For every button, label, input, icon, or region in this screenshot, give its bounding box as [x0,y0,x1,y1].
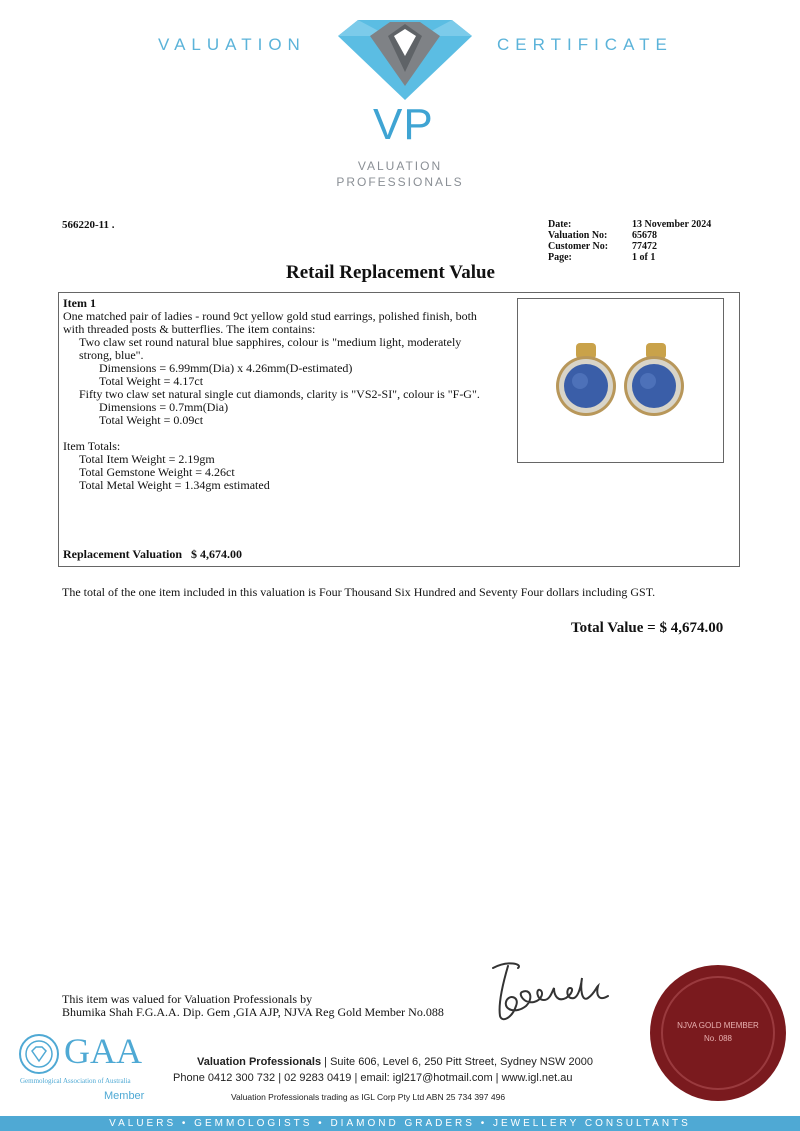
total-item-weight: Total Item Weight = 2.19gm [79,452,215,466]
item-box [58,292,740,567]
header-certificate-word: CERTIFICATE [497,35,673,54]
date-label: Date: [548,219,572,230]
gaa-emblem-icon [18,1033,60,1075]
footer-address: | Suite 606, Level 6, 250 Pitt Street, Sydney NSW 2000 [324,1056,594,1068]
sapphire-line2: strong, blue". [79,348,144,362]
sapphire-dimensions: Dimensions = 6.99mm(Dia) x 4.26mm(D-estimated) [99,361,353,375]
seal-line2: No. 088 [703,1034,733,1043]
page-title: Retail Replacement Value [286,262,495,283]
valuation-no-label: Valuation No: [548,230,608,241]
logo-sub-line2: PROFESSIONALS [336,175,464,189]
valuer-line1: This item was valued for Valuation Professionals by [62,992,313,1006]
logo-vp-letters: VP [373,100,434,149]
customer-no-label: Customer No: [548,241,609,252]
footer-address-line [197,1056,593,1068]
total-value: Total Value = $ 4,674.00 [571,620,724,636]
item-description [63,297,533,492]
item-totals-heading: Item Totals: [63,439,121,453]
earrings-icon [518,299,723,462]
diamond-dimensions: Dimensions = 0.7mm(Dia) [99,400,229,414]
logo-subtitle [300,158,500,190]
replacement-value: $ 4,674.00 [191,547,243,561]
footer-trading: Valuation Professionals trading as IGL Corp Pty Ltd ABN 25 734 397 496 [231,1092,506,1102]
item-photo [517,298,724,463]
valuer-line2: Bhumika Shah F.G.A.A. Dip. Gem ,GIA AJP, NJVA Reg Gold Member No.088 [62,1005,444,1019]
date-value: 13 November 2024 [632,219,712,230]
diamond-line: Fifty two claw set natural single cut diamonds, clarity is "VS2-SI", colour is "F-G". [79,387,480,401]
meta-table [548,219,711,263]
customer-no-value: 77472 [632,241,657,252]
seal-line1: NJVA GOLD MEMBER [677,1021,759,1030]
item-desc-line1: One matched pair of ladies - round 9ct yellow gold stud earrings, polished finish, both [63,309,477,323]
logo-sub-line1: VALUATION [357,159,443,173]
gaa-letters: GAA [64,1031,142,1071]
valuation-no-value: 65678 [632,230,657,241]
item-desc-line2: with threaded posts & butterflies. The item contains: [63,322,316,336]
diamond-weight: Total Weight = 0.09ct [99,413,204,427]
gaa-member: Member [104,1090,145,1102]
page-label: Page: [548,252,572,263]
footer-band: VALUERS • GEMMOLOGISTS • DIAMOND GRADERS • JEWELLERY CONSULTANTS [0,1116,800,1131]
signature-icon [478,958,628,1028]
summary-sentence: The total of the one item included in this valuation is Four Thousand Six Hundred and Seventy Four dollars including GST. [62,585,656,599]
reference-number: 566220-11 . [62,219,115,231]
footer-company: Valuation Professionals [197,1056,322,1068]
replacement-label: Replacement Valuation [63,547,183,561]
total-gemstone-weight: Total Gemstone Weight = 4.26ct [79,465,235,479]
njva-seal [648,963,788,1103]
replacement-valuation [63,547,242,562]
diamond-logo-icon [330,16,480,102]
sapphire-weight: Total Weight = 4.17ct [99,374,204,388]
gaa-caption: Gemmological Association of Australia [20,1077,131,1085]
valuer-statement [62,993,444,1019]
sapphire-line1: Two claw set round natural blue sapphires, colour is "medium light, moderately [79,335,462,349]
page-value: 1 of 1 [632,252,656,263]
header-valuation-word: VALUATION [158,35,306,54]
footer-contact: Phone 0412 300 732 | 02 9283 0419 | email: igl217@hotmail.com | www.igl.net.au [173,1072,573,1084]
item-heading: Item 1 [63,296,96,310]
total-metal-weight: Total Metal Weight = 1.34gm estimated [79,478,270,492]
